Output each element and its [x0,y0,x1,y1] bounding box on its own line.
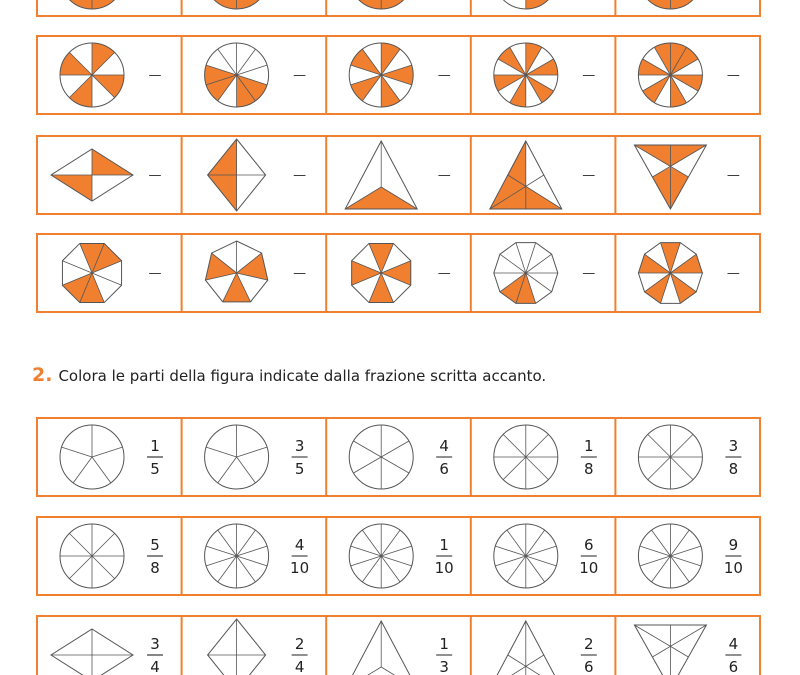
answer-blank[interactable]: — [582,68,596,83]
fraction-denominator: 10 [290,559,310,577]
row-fractions-3 [37,616,760,675]
fraction-denominator: 6 [584,658,594,675]
row-circles [37,36,760,114]
row-fractions-1 [37,418,760,496]
fraction-numerator: 5 [150,536,160,554]
exercise-2-instruction [32,364,546,386]
fraction-denominator: 5 [294,460,305,478]
answer-blank[interactable]: — [437,266,451,281]
row-polygons [37,136,760,214]
answer-blank[interactable]: — [293,266,307,281]
fraction-denominator: 4 [294,658,305,675]
fraction-denominator: 4 [150,658,160,675]
fraction-denominator: 10 [579,559,599,577]
fraction-denominator: 10 [723,559,743,577]
fraction-denominator: 10 [434,559,454,577]
answer-blank[interactable]: — [148,168,162,183]
row-top-partial [37,0,760,16]
row-fractions-2 [37,517,760,595]
answer-blank[interactable]: — [437,68,451,83]
fraction-numerator: 3 [728,437,739,455]
answer-blank[interactable]: — [582,266,596,281]
answer-blank[interactable]: — [437,168,451,183]
row-regular [37,234,760,312]
fraction-numerator: 2 [584,635,594,653]
fraction-numerator: 1 [150,437,160,455]
answer-blank[interactable]: — [293,68,307,83]
fraction-numerator: 4 [294,536,305,554]
fraction-denominator: 6 [439,460,449,478]
fraction-numerator: 4 [728,635,739,653]
answer-blank[interactable]: — [148,68,162,83]
fraction-numerator: 2 [294,635,305,653]
fraction-numerator: 4 [439,437,449,455]
answer-blank[interactable]: — [148,266,162,281]
fraction-numerator: 1 [584,437,594,455]
fraction-numerator: 9 [728,536,739,554]
fraction-numerator: 1 [439,536,449,554]
exercise-text: Colora le parti della figura indicate dalla frazione scritta accanto. [58,367,547,385]
fraction-numerator: 6 [584,536,594,554]
exercise-number: 2. [32,364,53,386]
answer-blank[interactable]: — [726,266,740,281]
answer-blank[interactable]: — [293,168,307,183]
fraction-denominator: 8 [150,559,160,577]
answer-blank[interactable]: — [726,68,740,83]
answer-blank[interactable]: — [582,168,596,183]
fraction-numerator: 3 [150,635,160,653]
fraction-denominator: 3 [439,658,449,675]
fraction-denominator: 8 [728,460,739,478]
fraction-denominator: 8 [584,460,594,478]
fraction-denominator: 5 [150,460,160,478]
fraction-numerator: 1 [439,635,449,653]
answer-blank[interactable]: — [726,168,740,183]
fraction-denominator: 6 [728,658,739,675]
fraction-numerator: 3 [294,437,305,455]
